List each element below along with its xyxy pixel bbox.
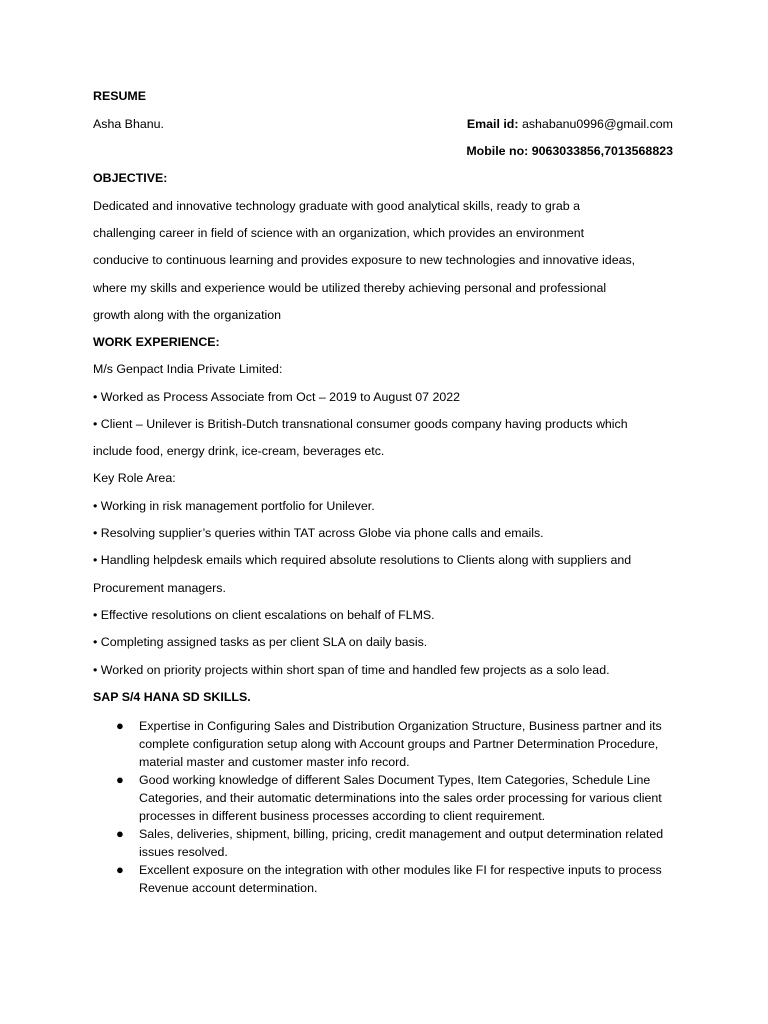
mobile-row [466,143,673,159]
objective-line: growth along with the organization [93,308,282,322]
objective-line: Dedicated and innovative technology graduate with good analytical skills, ready to grab a [93,199,580,213]
key-role-line: • Completing assigned tasks as per client SLA on daily basis. [93,635,428,649]
work-line: • Worked as Process Associate from Oct – 2019 to August 07 2022 [93,390,461,404]
candidate-name: Asha Bhanu. [93,117,164,131]
resume-title: RESUME [93,89,147,103]
sap-skill-item: Good working knowledge of different Sales Document Types, Item Categories, Schedule Line Categories, and their automatic determinations into the sales order processing for various client processes in different business processes according to client requirement. [139,773,662,823]
email-label: Email id: [466,117,519,131]
email-value: ashabanu0996@gmail.com [521,117,673,131]
objective-line: conducive to continuous learning and provides exposure to new technologies and innovative ideas, [93,253,636,267]
key-role-line: • Handling helpdesk emails which required absolute resolutions to Clients along with suppliers and [93,553,632,567]
key-role-line: Procurement managers. [93,581,226,595]
sap-skill-item: Expertise in Configuring Sales and Distribution Organization Structure, Business partner and its complete configuration setup along with Account groups and Partner Determination Procedure, material master and customer master info record. [139,719,662,769]
work-line: include food, energy drink, ice-cream, beverages etc. [93,444,385,458]
mobile-value: 9063033856,7013568823 [531,144,673,158]
sap-skill-item: Sales, deliveries, shipment, billing, pricing, credit management and output determination related issues resolved. [139,827,664,859]
key-role-line: • Working in risk management portfolio for Unilever. [93,499,375,513]
bullet-icon: ● [116,772,124,787]
company-name: M/s Genpact India Private Limited: [93,362,283,376]
bullet-icon: ● [116,718,124,733]
key-role-heading: Key Role Area: [93,471,176,485]
sap-skills-heading: SAP S/4 HANA SD SKILLS. [93,690,251,704]
bullet-icon: ● [116,826,124,841]
key-role-line: • Effective resolutions on client escalations on behalf of FLMS. [93,608,435,622]
key-role-line: • Resolving supplier’s queries within TAT across Globe via phone calls and emails. [93,526,544,540]
work-line: • Client – Unilever is British-Dutch transnational consumer goods company having products which [93,417,628,431]
objective-line: challenging career in field of science with an organization, which provides an environment [93,226,585,240]
mobile-label: Mobile no: [466,144,529,158]
sap-skill-item: Excellent exposure on the integration with other modules like FI for respective inputs to process Revenue account determination. [139,863,662,895]
objective-heading: OBJECTIVE: [93,171,168,185]
key-role-line: • Worked on priority projects within short span of time and handled few projects as a solo lead. [93,663,610,677]
objective-line: where my skills and experience would be utilized thereby achieving personal and professional [93,281,607,295]
work-experience-heading: WORK EXPERIENCE: [93,335,220,349]
email-row [467,116,673,132]
bullet-icon: ● [116,862,124,877]
